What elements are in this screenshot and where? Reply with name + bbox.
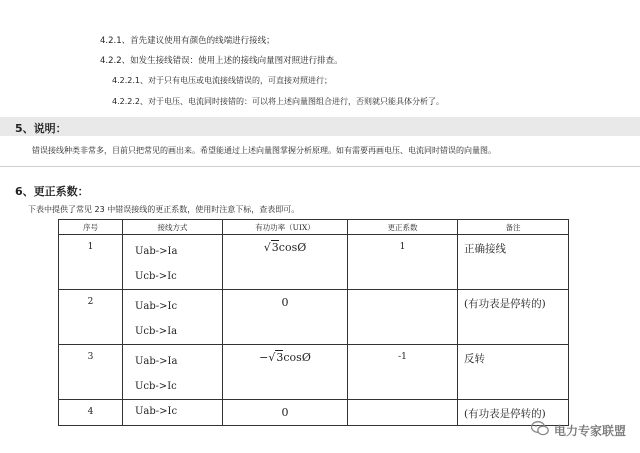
section-6-intro: 下表中提供了常见 23 中错误接线的更正系数，使用时注意下标，查表即可。 bbox=[28, 205, 300, 214]
row-coef: 1 bbox=[348, 235, 458, 290]
table-row bbox=[59, 345, 569, 400]
header-note: 备注 bbox=[458, 220, 569, 235]
wechat-icon bbox=[531, 421, 549, 439]
row-note: (有功表是停转的) bbox=[458, 290, 569, 345]
row-wiring bbox=[123, 345, 223, 400]
row-num: 1 bbox=[59, 235, 123, 290]
wiring-line-2: Ucb->Ia bbox=[135, 326, 178, 337]
section-5-title: 5、说明： bbox=[15, 122, 67, 135]
watermark-text: 电力专家联盟 bbox=[553, 423, 626, 438]
wiring-line-1: Uab->Ic bbox=[135, 301, 178, 312]
header-num: 序号 bbox=[59, 220, 123, 235]
row-note: 正确接线 bbox=[458, 235, 569, 290]
header-wiring: 接线方式 bbox=[123, 220, 223, 235]
table-row bbox=[59, 400, 569, 426]
power-suffix: cosØ bbox=[283, 351, 311, 364]
row-coef bbox=[348, 400, 458, 426]
row-wiring bbox=[123, 400, 223, 426]
row-coef: -1 bbox=[348, 345, 458, 400]
sqrt-symbol: √3 bbox=[268, 351, 284, 364]
wiring-line-1: Uab->Ia bbox=[135, 356, 178, 367]
table-header-row bbox=[59, 220, 569, 235]
wiring-line-2: Ucb->Ic bbox=[135, 381, 177, 392]
watermark bbox=[531, 421, 626, 439]
correction-table bbox=[58, 219, 569, 426]
wiring-line-1: Uab->Ia bbox=[135, 246, 178, 257]
table-row bbox=[59, 235, 569, 290]
row-power bbox=[223, 235, 348, 290]
power-suffix: cosØ bbox=[278, 241, 307, 254]
item-4-2-2-2: 4.2.2.2、对于电压、电流同时接错的：可以将上述向量图组合进行，否则就只能具体分析了。 bbox=[112, 97, 444, 106]
row-num: 3 bbox=[59, 345, 123, 400]
power-root: 3 bbox=[276, 351, 284, 364]
section-6-title: 6、更正系数： bbox=[15, 185, 89, 198]
item-4-2-2-1: 4.2.2.1、对于只有电压或电流接线错误的，可直接对照进行； bbox=[112, 76, 332, 85]
wiring-line-2: Ucb->Ic bbox=[135, 271, 177, 282]
row-wiring bbox=[123, 235, 223, 290]
row-note: 反转 bbox=[458, 345, 569, 400]
header-coef: 更正系数 bbox=[348, 220, 458, 235]
row-num: 4 bbox=[59, 400, 123, 426]
item-4-2-1: 4.2.1、首先建议使用有颜色的线端进行接线； bbox=[100, 36, 275, 46]
section-divider bbox=[0, 166, 640, 167]
item-4-2-2: 4.2.2、如发生接线错误：使用上述的接线向量图对照进行排查。 bbox=[100, 56, 343, 66]
row-coef bbox=[348, 290, 458, 345]
row-power bbox=[223, 345, 348, 400]
row-note: (有功表是停转的) bbox=[458, 400, 569, 426]
power-prefix: − bbox=[259, 351, 269, 364]
section-5-band bbox=[0, 117, 640, 136]
header-power: 有功功率（UIX） bbox=[223, 220, 348, 235]
row-power: 0 bbox=[223, 290, 348, 345]
sqrt-symbol: √3 bbox=[263, 241, 279, 254]
row-power: 0 bbox=[223, 400, 348, 426]
wiring-line-1: Uab->Ic bbox=[135, 406, 178, 417]
row-wiring bbox=[123, 290, 223, 345]
power-root: 3 bbox=[271, 241, 279, 254]
table-row bbox=[59, 290, 569, 345]
row-num: 2 bbox=[59, 290, 123, 345]
section-5-body: 错误接线种类非常多，目前只把常见的画出来。希望能通过上述向量图掌握分析原理。如有需要再画电压、电流同时错误的向量图。 bbox=[32, 146, 496, 155]
